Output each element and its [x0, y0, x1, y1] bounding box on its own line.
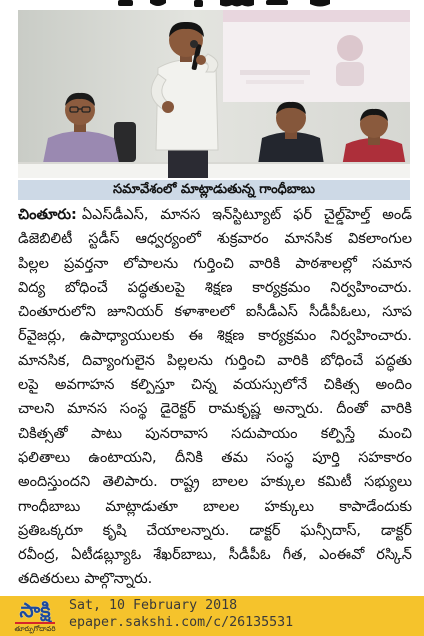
article-line-text: ఏఎస్‌డీఎస్, మానస ఇన్‌స్టిట్యూట్ ఫర్ చైల్డ్‌హెల్త్ అండ్ — [81, 207, 412, 223]
article-photo — [18, 10, 410, 178]
photo-caption: సమావేశంలో మాట్లాడుతున్న గాంధీబాబు — [18, 180, 410, 200]
article-line: ర్‌వైజర్లు, ఉపాధ్యాయులకు ఈ శిక్షణ కార్యక్రమం నిర్వహించారు. — [18, 328, 412, 345]
article-line: విద్య బోధించే పద్ధతులపై శిక్షణ కార్యక్రమం నిర్వహించారు. — [18, 279, 412, 296]
article-body — [18, 203, 412, 592]
article-line: లపై అవగాహన కల్పిస్తూ చిన్న వయస్సులోనే చికిత్స అందిం — [18, 377, 412, 394]
article-line: డిజెబిలిటీ స్టడీస్ ఆధ్వర్యంలో శుక్రవారం మానసిక వికలాంగుల — [18, 231, 412, 248]
article-line — [18, 203, 412, 227]
logo-accent-bar — [15, 622, 55, 624]
edition-name: తూర్పుగోదావరి — [14, 625, 56, 633]
table — [18, 162, 410, 178]
article-line: ఫలితాలు ఉంటాయని, దీనికి తమ సంస్థ పూర్తి సహకారం — [18, 449, 412, 466]
article-line: పిల్లల ప్రవర్తనా లోపాలను గుర్తించి వారికి పాఠశాలల్లో సమాన — [18, 255, 412, 272]
article-line: చాలని మానస సంస్థ డైరెక్టర్ రామకృష్ణ అన్నారు. దీంతో వారికి — [18, 401, 412, 418]
backdrop-banner — [223, 10, 410, 102]
article-line: రవీంద్ర, ఏటీడబ్ల్యూఓ శేఖర్‌బాబు, సీడీపీఓ గీత, ఎంఈవో రస్కిన్ — [18, 547, 412, 564]
article-line: గాంధీబాబు మాట్లాడుతూ బాలల హక్కులు కాపాడేందుకు — [18, 498, 412, 515]
headline-fragment — [0, 0, 424, 9]
article-line: మానసిక, దివ్యాంగులైన పిల్లలను గుర్తించి వారికి బోధించే పద్ధతు — [18, 352, 412, 369]
article-line: చికిత్సతో పాటు పునరావాస సదుపాయం కల్పిస్తే మంచి — [18, 425, 412, 442]
article-line: అందిస్తుందని తెలిపారు. రాష్ట్ర బాలల హక్కుల కమిటీ సభ్యులు — [18, 474, 412, 491]
publication-date: Sat, 10 February 2018 — [69, 598, 238, 613]
epaper-url: epaper.sakshi.com/c/26135531 — [69, 615, 294, 630]
epaper-footer — [0, 596, 424, 636]
logo-wordmark: సాక్షి — [19, 598, 51, 622]
article-line: చింతూరులోని జూనియర్ కళాశాలలో ఐసీడీఎస్ సీడీపీఓలు, సూప — [18, 304, 412, 321]
dateline: చింతూరు: — [18, 207, 77, 223]
article-line: ప్రతిఒక్కరూ కృషి చేయాలన్నారు. డాక్టర్ ఘన్సీదాస్, డాక్టర్ — [18, 522, 412, 539]
article-line: తదితరులు పాల్గొన్నారు. — [18, 571, 153, 588]
sakshi-logo — [5, 598, 65, 634]
